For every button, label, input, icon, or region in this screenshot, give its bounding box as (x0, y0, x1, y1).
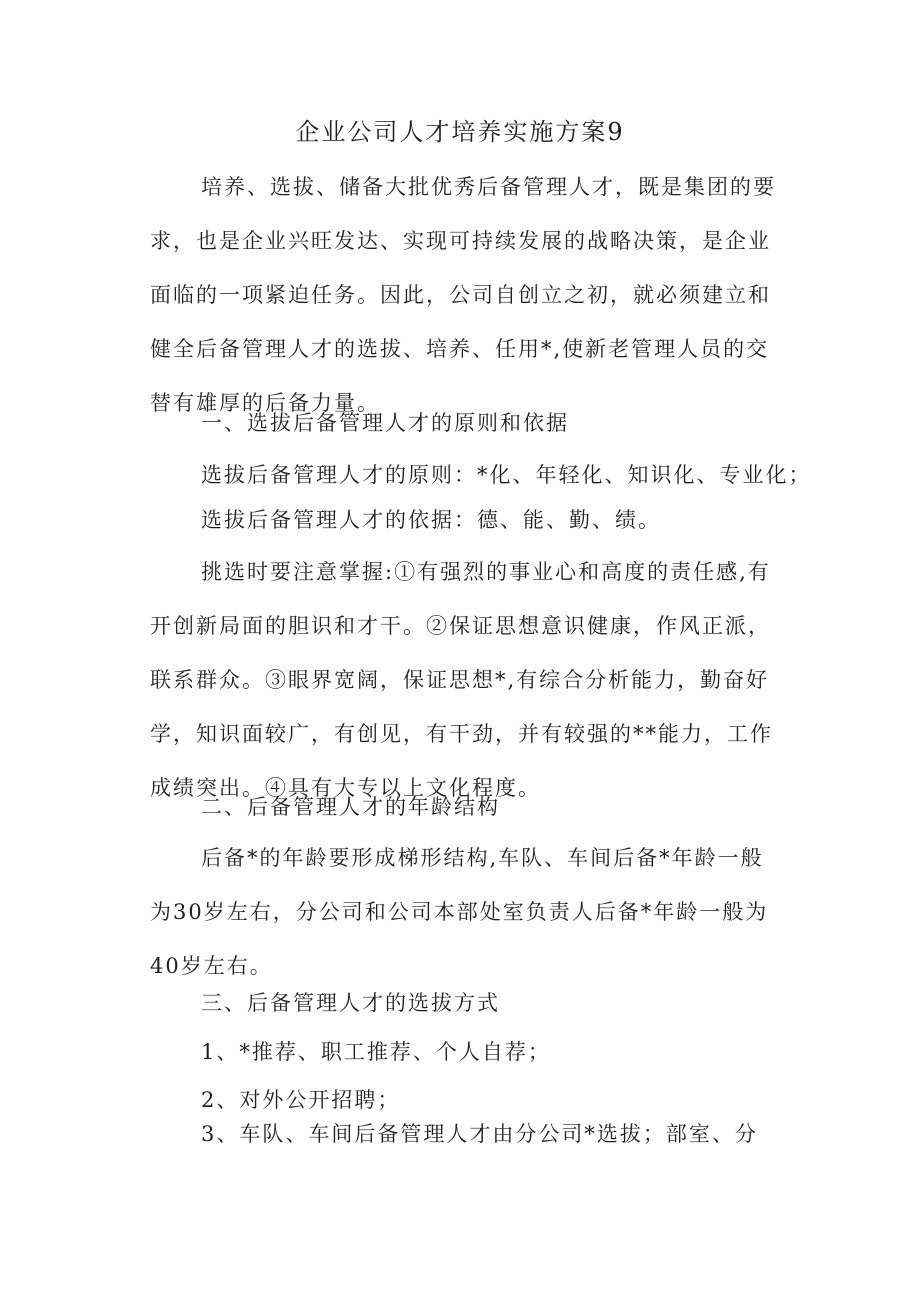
intro-paragraph: 培养、选拔、储备大批优秀后备管理人才，既是集团的要求，也是企业兴旺发达、实现可持续发展的战略决策，是企业面临的一项紧迫任务。因此，公司自创立之初，就必须建立和健全后备管理人才的选拔、培养、任用*,使新老管理人员的交替有雄厚的后备力量。 (150, 175, 776, 415)
selection-basis: 选拔后备管理人才的依据：德、能、勤、绩。 (201, 508, 661, 532)
age-structure-paragraph: 后备*的年龄要形成梯形结构,车队、车间后备*年龄一般为30岁左右，分公司和公司本部处室负责人后备*年龄一般为40岁左右。 (150, 846, 769, 978)
selection-attention-paragraph: 挑选时要注意掌握:①有强烈的事业心和高度的责任感,有开创新局面的胆识和才干。②保证思想意识健康，作风正派，联系群众。③眼界宽阔，保证思想*,有综合分析能力，勤奋好学，知识面较广，有创见，有干劲，并有较强的**能力，工作成绩突出。④具有大专以上文化程度。 (150, 560, 773, 800)
section-3-heading: 三、后备管理人才的选拔方式 (201, 991, 500, 1015)
selection-method-item-2: 2、对外公开招聘； (201, 1088, 401, 1112)
selection-method-item-3: 3、车队、车间后备管理人才由分公司*选拔；部室、分 (201, 1122, 758, 1146)
section-1-heading: 一、选拔后备管理人才的原则和依据 (201, 411, 569, 435)
selection-principle: 选拔后备管理人才的原则：*化、年轻化、知识化、专业化； (201, 463, 812, 487)
document-title: 企业公司人才培养实施方案9 (295, 118, 625, 146)
selection-method-item-1: 1、*推荐、职工推荐、个人自荐； (201, 1040, 551, 1064)
section-2-heading: 二、后备管理人才的年龄结构 (201, 795, 500, 819)
